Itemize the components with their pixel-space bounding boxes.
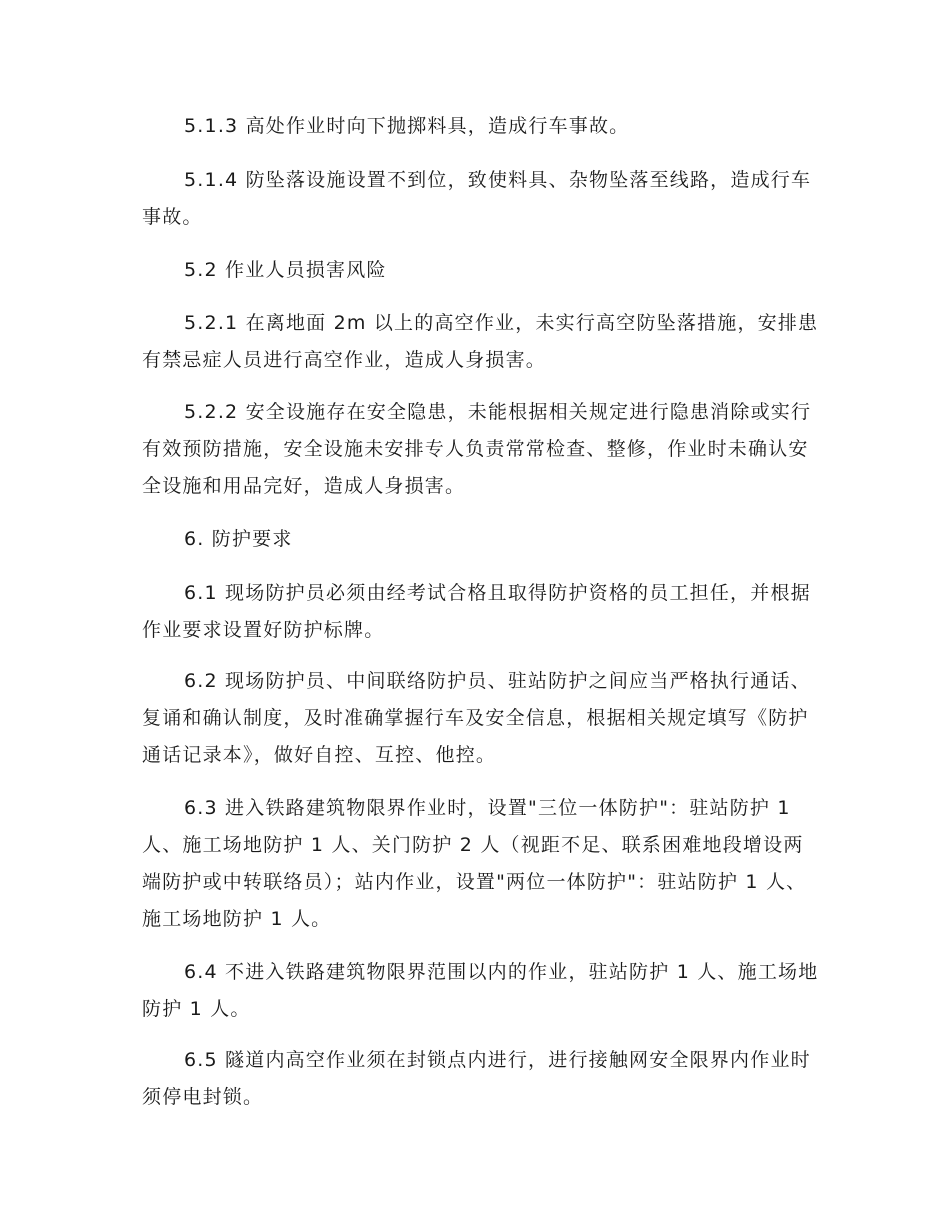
paragraph-6-4: 6.4 不进入铁路建筑物限界范围以内的作业，驻站防护 1 人、施工场地防护 1 人。 (142, 961, 819, 1020)
paragraph-5-1-3: 5.1.3 高处作业时向下抛掷料具，造成行车事故。 (184, 115, 630, 137)
paragraph-5-1-4: 5.1.4 防坠落设施设置不到位，致使料具、杂物坠落至线路，造成行车事故。 (142, 169, 812, 228)
paragraph-6-1: 6.1 现场防护员必须由经考试合格且取得防护资格的员工担任，并根据作业要求设置好防护标牌。 (142, 582, 811, 641)
section-heading-6: 6. 防护要求 (184, 528, 293, 550)
section-heading-5-2: 5.2 作业人员损害风险 (184, 259, 387, 281)
paragraph-6-2: 6.2 现场防护员、中间联络防护员、驻站防护之间应当严格执行通话、复诵和确认制度，及时准确掌握行车及安全信息，根据相关规定填写《防护通话记录本》，做好自控、互控、他控。 (142, 670, 811, 766)
paragraph-6-5: 6.5 隧道内高空作业须在封锁点内进行，进行接触网安全限界内作业时须停电封锁。 (142, 1049, 811, 1108)
paragraph-5-2-1: 5.2.1 在离地面 2m 以上的高空作业，未实行高空防坠落措施，安排患有禁忌症人员进行高空作业，造成人身损害。 (142, 312, 819, 371)
paragraph-6-3: 6.3 进入铁路建筑物限界作业时，设置"三位一体防护"：驻站防护 1 人、施工场地防护 1 人、关门防护 2 人（视距不足、联系困难地段增设两端防护或中转联络员）；站内作业，设置"两位一体防护"：驻站防护 1 人、施工场地防护 1 人。 (142, 797, 807, 930)
paragraph-5-2-2: 5.2.2 安全设施存在安全隐患，未能根据相关规定进行隐患消除或实行有效预防措施，安全设施未安排专人负责常常检查、整修，作业时未确认安全设施和用品完好，造成人身损害。 (142, 401, 812, 497)
